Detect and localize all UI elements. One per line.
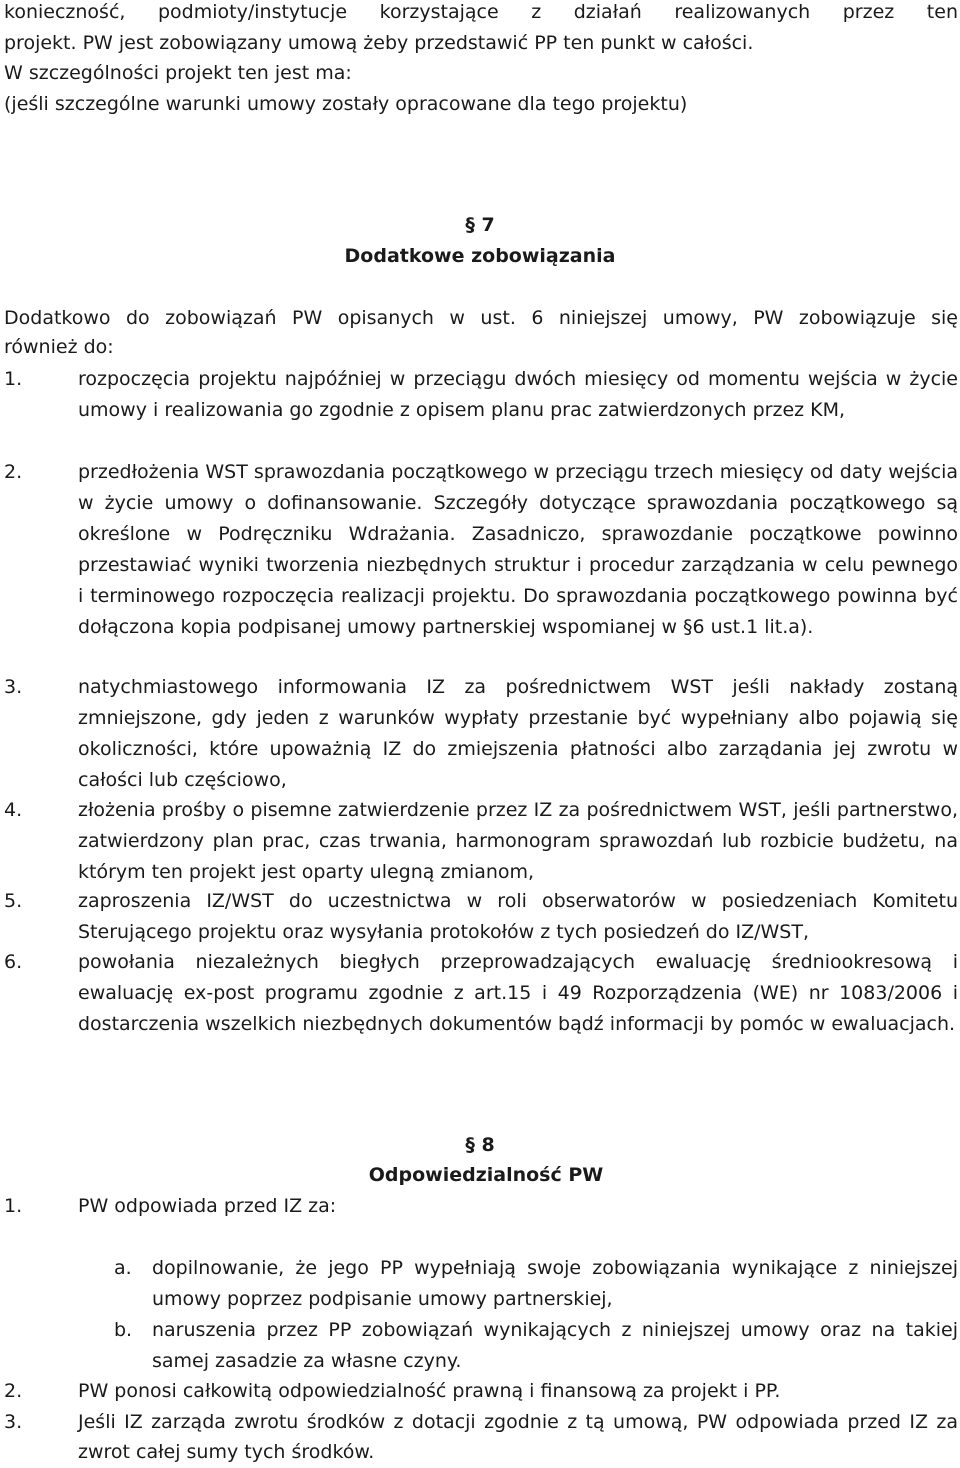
list-item-number: 2. bbox=[4, 1380, 23, 1402]
intro-line-4: (jeśli szczególne warunki umowy zostały opracowane dla tego projektu) bbox=[4, 93, 688, 115]
list-item-text: natychmiastowego informowania IZ za pośrednictwem WST jeśli nakłady zostaną zmniejszone, gdy jeden z warunków wypłaty przestanie być wypełniany albo pojawią się okoliczności, które upoważnią IZ do zmiejszenia płatności albo zarządania jej zwrotu w całości lub częściowo, bbox=[78, 676, 958, 791]
sub-list-item-text: dopilnowanie, że jego PP wypełniają swoje zobowiązania wynikające z niniejszej umowy poprzez podpisanie umowy partnerskiej, bbox=[152, 1257, 958, 1310]
list-item-number: 1. bbox=[4, 368, 23, 390]
list-item-number: 5. bbox=[4, 890, 23, 912]
list-item-number: 3. bbox=[4, 676, 23, 698]
section-7-lead-line-1: Dodatkowo do zobowiązań PW opisanych w ust. 6 niniejszej umowy, PW zobowiązuje się bbox=[4, 307, 958, 329]
sub-list-item-letter: a. bbox=[114, 1257, 132, 1279]
list-item-text: przedłożenia WST sprawozdania początkowego w przeciągu trzech miesięcy od daty wejścia w życie umowy o dofinansowanie. Szczegóły dotyczące sprawozdania początkowego są określone w Podręczniku Wdrażania. Zasadniczo, sprawozdanie początkowe powinno przestawiać wyniki tworzenia niezbędnych struktur i procedur zarządzania w celu pewnego i terminowego rozpoczęcia realizacji projektu. Do sprawozdania początkowego powinna być dołączona kopia podpisanej umowy partnerskiej wspomianej w §6 ust.1 lit.a). bbox=[78, 461, 958, 638]
intro-line-2: projekt. PW jest zobowiązany umową żeby przedstawić PP ten punkt w całości. bbox=[4, 32, 754, 54]
section-8-number: § 8 bbox=[465, 1134, 495, 1156]
list-item-text: Jeśli IZ zarząda zwrotu środków z dotacji zgodnie z tą umową, PW odpowiada przed IZ za zwrot całej sumy tych środków. bbox=[78, 1411, 958, 1463]
section-7-number: § 7 bbox=[465, 214, 495, 236]
section-8-title: Odpowiedzialność PW bbox=[368, 1164, 604, 1186]
section-7-lead-line-2: również do: bbox=[4, 336, 114, 358]
list-item-number: 1. bbox=[4, 1195, 23, 1217]
list-item-number: 3. bbox=[4, 1411, 23, 1433]
list-item-text: rozpoczęcia projektu najpóźniej w przeciągu dwóch miesięcy od momentu wejścia w życie umowy i realizowania go zgodnie z opisem planu prac zatwierdzonych przez KM, bbox=[78, 368, 958, 421]
list-item-text: zaproszenia IZ/WST do uczestnictwa w roli obserwatorów w posiedzeniach Komitetu Sterującego projektu oraz wysyłania protokołów z tych posiedzeń do IZ/WST, bbox=[78, 890, 958, 943]
section-7-title: Dodatkowe zobowiązania bbox=[344, 245, 616, 267]
list-item-number: 2. bbox=[4, 461, 23, 483]
list-item-number: 6. bbox=[4, 951, 23, 973]
list-item-number: 4. bbox=[4, 799, 23, 821]
list-item-text: PW odpowiada przed IZ za: bbox=[78, 1195, 337, 1217]
intro-line-3: W szczególności projekt ten jest ma: bbox=[4, 62, 352, 84]
sub-list-item-letter: b. bbox=[114, 1319, 133, 1341]
sub-list-item-text: naruszenia przez PP zobowiązań wynikających z niniejszej umowy oraz na takiej samej zasadzie za własne czyny. bbox=[152, 1319, 958, 1372]
list-item-text: złożenia prośby o pisemne zatwierdzenie przez IZ za pośrednictwem WST, jeśli partnerstwo, zatwierdzony plan prac, czas trwania, harmonogram sprawozdań lub rozbicie budżetu, na którym ten projekt jest oparty ulegną zmianom, bbox=[78, 799, 958, 883]
intro-line-1: konieczność, podmioty/instytucje korzystające z działań realizowanych przez ten bbox=[4, 1, 958, 23]
list-item-text: PW ponosi całkowitą odpowiedzialność prawną i finansową za projekt i PP. bbox=[78, 1380, 781, 1402]
list-item-text: powołania niezależnych biegłych przeprowadzających ewaluację średniookresową i ewaluację ex-post programu zgodnie z art.15 i 49 Rozporządzenia (WE) nr 1083/2006 i dostarczenia wszelkich niezbędnych dokumentów bądź informacji by pomóc w ewaluacjach. bbox=[78, 951, 958, 1035]
